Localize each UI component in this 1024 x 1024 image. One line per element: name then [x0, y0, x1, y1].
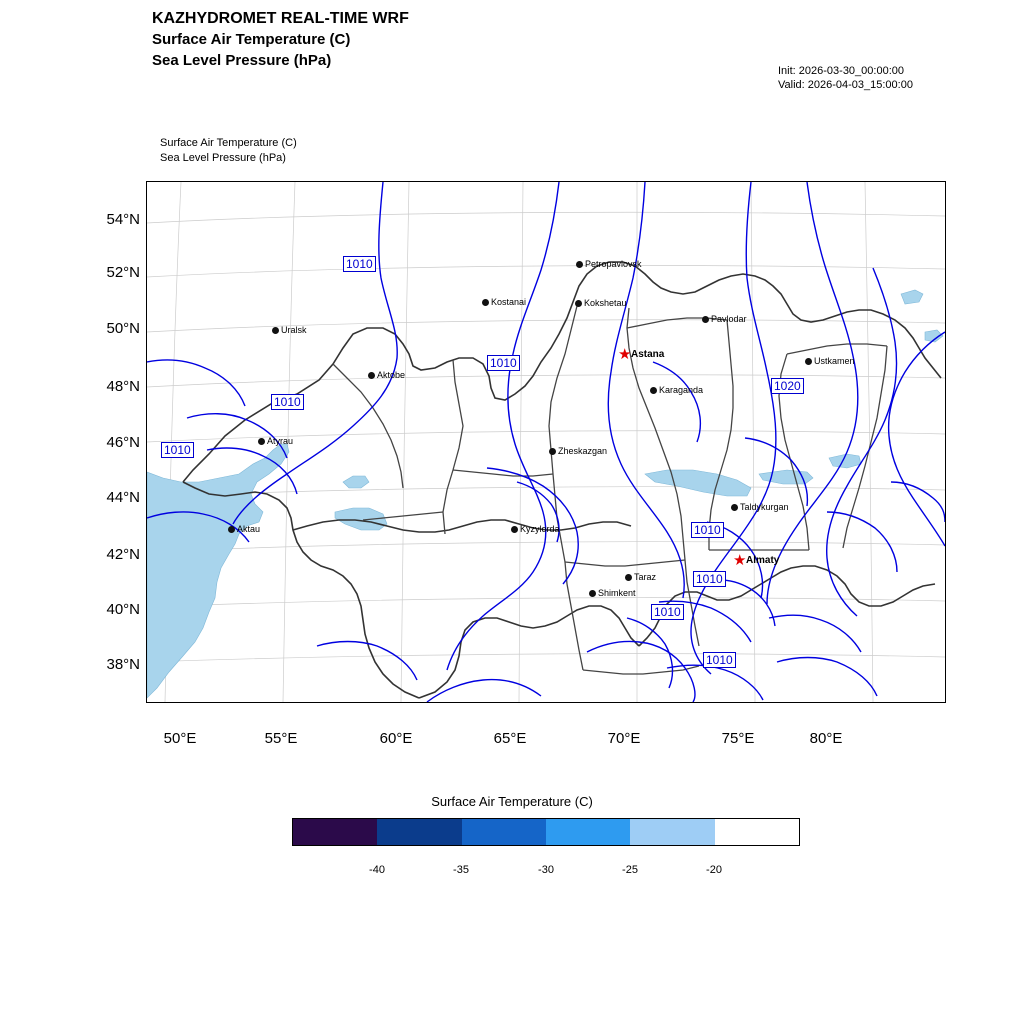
- colorbar-swatch-5: [715, 819, 799, 845]
- city-label: Karaganda: [659, 385, 704, 395]
- contour-label-1010-f: 1010: [693, 571, 726, 587]
- city-dot: [368, 372, 375, 379]
- axis-label-lat-44N: 44°N: [106, 489, 140, 506]
- axis-label-lon-75E: 75°E: [721, 730, 755, 747]
- city-dot: [589, 590, 596, 597]
- colorbar-swatch-2: [462, 819, 546, 845]
- colorbar-swatch-4: [630, 819, 714, 845]
- panel-caption: [160, 136, 297, 166]
- colorbar-tick--20: -20: [706, 864, 722, 876]
- city-label: Kyzylorda: [520, 524, 560, 534]
- colorbar-swatch-1: [377, 819, 461, 845]
- contour-label-1010-h: 1010: [703, 652, 736, 668]
- city-label: Atyrau: [267, 436, 294, 446]
- contour-label-1020: 1020: [771, 378, 804, 394]
- axis-label-lat-50N: 50°N: [106, 320, 140, 337]
- city-dot: [650, 387, 657, 394]
- axis-label-lon-50E: 50°E: [163, 730, 197, 747]
- city-label: Kostanai: [491, 297, 527, 307]
- contour-label-1010-d: 1010: [161, 442, 194, 458]
- panel-caption-line-2: Sea Level Pressure (hPa): [160, 152, 286, 164]
- axis-label-lat-48N: 48°N: [106, 378, 140, 395]
- city-label: Pavlodar: [711, 314, 747, 324]
- city-label: Shimkent: [598, 588, 636, 598]
- contour-label-1010-b: 1010: [487, 355, 520, 371]
- colorbar-swatch-0: [293, 819, 377, 845]
- star-icon: ★: [733, 552, 747, 569]
- axis-label-lon-80E: 80°E: [809, 730, 843, 747]
- run-time-block: [778, 64, 913, 92]
- axis-label-lat-46N: 46°N: [106, 434, 140, 451]
- axis-label-lat-38N: 38°N: [106, 656, 140, 673]
- valid-time: Valid: 2026-04-03_15:00:00: [778, 79, 913, 91]
- title-line-2: Surface Air Temperature (C): [152, 31, 351, 48]
- colorbar-title: Surface Air Temperature (C): [431, 794, 593, 809]
- city-label: Petropavlovsk: [585, 259, 642, 269]
- map-panel[interactable]: [146, 181, 946, 703]
- axis-label-lon-60E: 60°E: [379, 730, 413, 747]
- city-label: Taldykurgan: [740, 502, 789, 512]
- title-block: [152, 8, 772, 71]
- city-label: Aktau: [237, 524, 261, 534]
- axis-label-lat-54N: 54°N: [106, 211, 140, 228]
- init-time: Init: 2026-03-30_00:00:00: [778, 65, 904, 77]
- city-dot: [576, 261, 583, 268]
- colorbar-tick--35: -35: [453, 864, 469, 876]
- contour-label-1010-e: 1010: [691, 522, 724, 538]
- city-dot: [702, 316, 709, 323]
- city-dot: [805, 358, 812, 365]
- city-dot: [511, 526, 518, 533]
- city-dot: [625, 574, 632, 581]
- panel-caption-line-1: Surface Air Temperature (C): [160, 137, 297, 149]
- contour-label-1010-g: 1010: [651, 604, 684, 620]
- city-label: Kokshetau: [584, 298, 627, 308]
- city-label: Zheskazgan: [558, 446, 608, 456]
- map-canvas: [147, 182, 945, 702]
- contour-label-1010-c: 1010: [271, 394, 304, 410]
- city-label: Uralsk: [281, 325, 307, 335]
- capital-label: Astana: [631, 349, 665, 360]
- axis-label-lat-42N: 42°N: [106, 546, 140, 563]
- city-dot: [482, 299, 489, 306]
- colorbar-swatch-3: [546, 819, 630, 845]
- city-dot: [258, 438, 265, 445]
- title-line-3: Sea Level Pressure (hPa): [152, 52, 332, 69]
- contour-label-1010-a: 1010: [343, 256, 376, 272]
- axis-label-lon-65E: 65°E: [493, 730, 527, 747]
- city-label: Aktobe: [377, 370, 406, 380]
- axis-label-lat-40N: 40°N: [106, 601, 140, 618]
- colorbar-tick--30: -30: [538, 864, 554, 876]
- city-dot: [575, 300, 582, 307]
- star-icon: ★: [618, 346, 632, 363]
- city-dot: [228, 526, 235, 533]
- colorbar-ticks: [292, 864, 800, 880]
- colorbar-tick--40: -40: [369, 864, 385, 876]
- axis-label-lon-70E: 70°E: [607, 730, 641, 747]
- axis-label-lon-55E: 55°E: [264, 730, 298, 747]
- city-label: Ustkamen: [814, 356, 855, 366]
- internal-boundaries: [333, 306, 887, 674]
- colorbar: [292, 818, 800, 846]
- city-dot: [549, 448, 556, 455]
- axis-label-lat-52N: 52°N: [106, 264, 140, 281]
- colorbar-tick--25: -25: [622, 864, 638, 876]
- city-dot: [731, 504, 738, 511]
- capital-label: Almaty: [746, 555, 780, 566]
- city-label: Taraz: [634, 572, 657, 582]
- title-line-1: KAZHYDROMET REAL-TIME WRF: [152, 10, 409, 27]
- city-dot: [272, 327, 279, 334]
